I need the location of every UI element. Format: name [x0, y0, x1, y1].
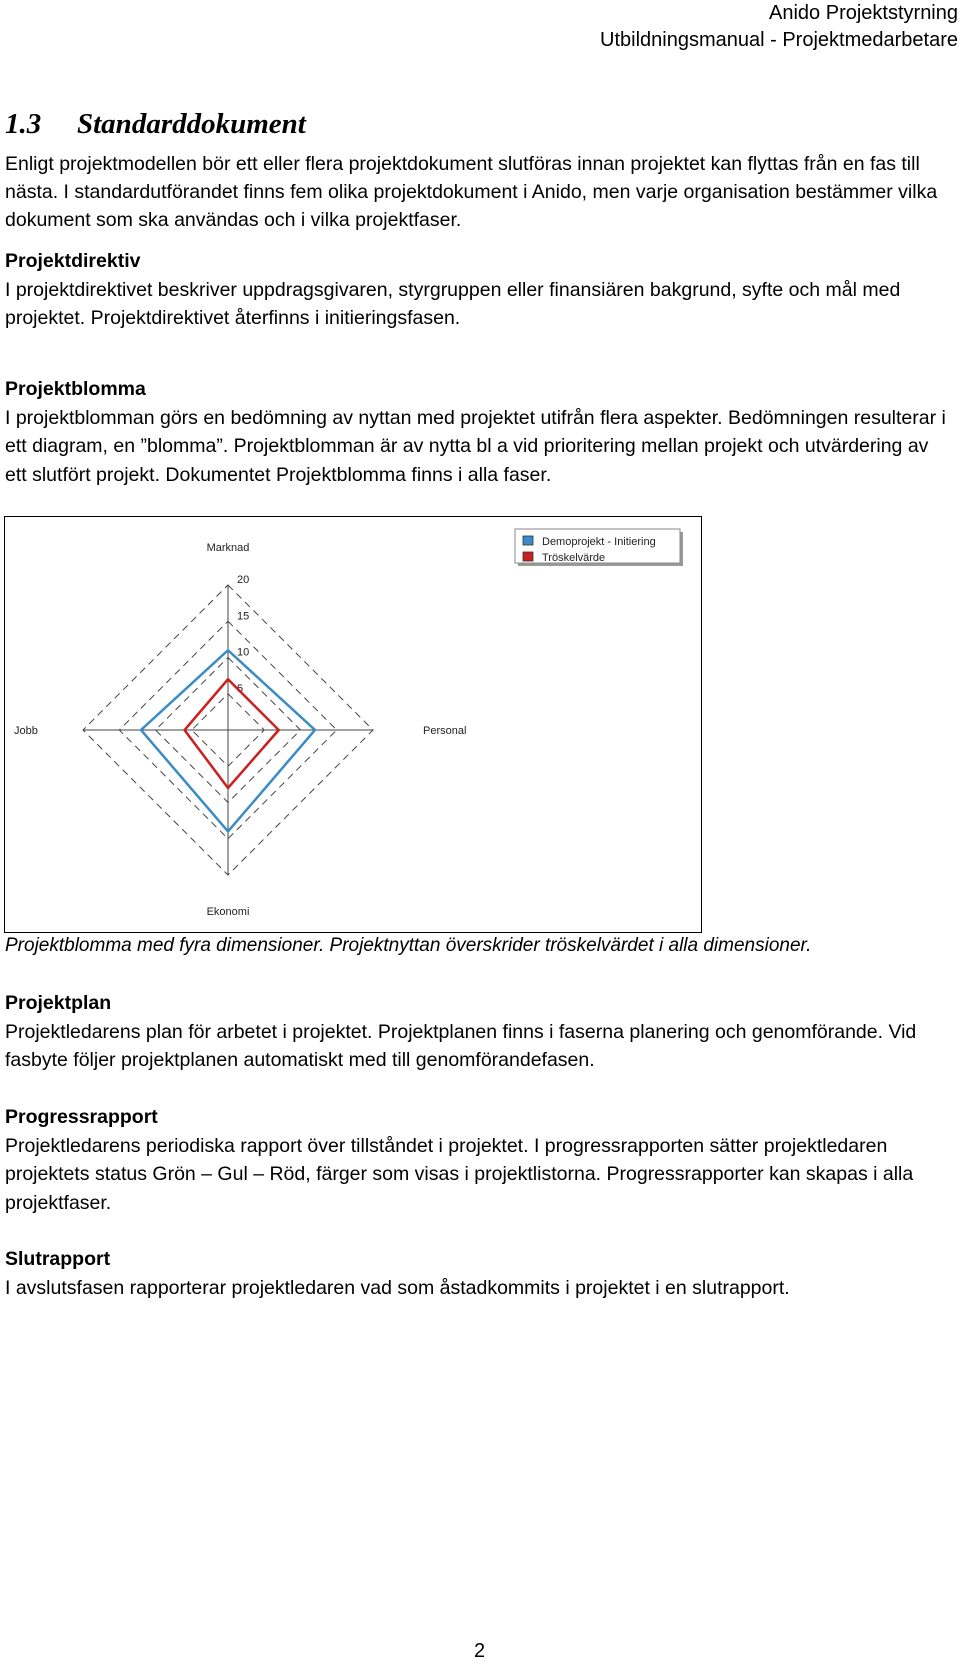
subsection-projektdirektiv — [5, 247, 955, 333]
legend-swatch-0 — [523, 536, 533, 545]
page-number: 2 — [474, 1640, 486, 1662]
tick-label: 10 — [237, 646, 250, 659]
subsection-title: Slutrapport — [5, 1248, 111, 1270]
axis-label-ekonomi: Ekonomi — [206, 906, 250, 918]
subsection-title: Projektblomma — [5, 378, 146, 400]
legend-label-0: Demoprojekt - Initiering — [542, 536, 656, 548]
axis-label-marknad: Marknad — [206, 542, 250, 554]
subsection-text: I avslutsfasen rapporterar projektledaren vad som åstadkommits i projektet i en slutrapport. — [5, 1276, 790, 1299]
subsection-text: I projektblomman görs en bedömning av nyttan med projektet utifrån flera aspekter. Bedömningen resulterar i ett diagram, en ”blomma”. Projektblomman är av nytta bl a vid prioritering mellan projekt och utvärdering av ett slutfört projekt. Dokumentet Projektblomma finns i alla faser. — [5, 406, 946, 486]
legend-swatch-1 — [523, 552, 533, 561]
page-header — [600, 0, 958, 54]
subsection-title: Progressrapport — [5, 1106, 158, 1128]
header-line-1: Anido Projektstyrning — [769, 2, 958, 24]
subsection-slutrapport — [5, 1245, 955, 1302]
subsection-text: I projektdirektivet beskriver uppdragsgivaren, styrgruppen eller finansiären bakgrund, syfte och mål med projektet. Projektdirektivet återfinns i initieringsfasen. — [5, 278, 901, 329]
section-number: 1.3 — [5, 108, 42, 140]
axis-label-personal: Personal — [423, 725, 467, 737]
tick-label: 5 — [237, 682, 244, 695]
radar-chart-figure — [4, 516, 702, 933]
legend-label-1: Tröskelvärde — [542, 552, 606, 564]
subsection-projektblomma — [5, 375, 955, 489]
subsection-progressrapport — [5, 1103, 955, 1217]
tick-label: 20 — [237, 574, 250, 586]
subsection-title: Projektdirektiv — [5, 250, 141, 272]
subsection-projektplan — [5, 989, 955, 1075]
subsection-text: Projektledarens plan för arbetet i projektet. Projektplanen finns i faserna planering och genomförande. Vid fasbyte följer projektplanen automatiskt med till genomförandefasen. — [5, 1020, 917, 1071]
subsection-title: Projektplan — [5, 992, 112, 1014]
axis-label-jobb: Jobb — [14, 725, 38, 737]
section-title: Standarddokument — [77, 108, 306, 140]
section-heading — [5, 108, 306, 141]
series-1-polygon — [185, 679, 279, 788]
radar-chart — [5, 517, 703, 934]
header-line-2: Utbildningsmanual - Projektmedarbetare — [600, 29, 958, 51]
subsection-text: Projektledarens periodiska rapport över tillståndet i projektet. I progressrapporten sätter projektledaren projektets status Grön – Gul – Röd, färger som visas i projektlistorna. Progressrapporter kan skapas i alla projektfaser. — [5, 1134, 914, 1214]
section-intro: Enligt projektmodellen bör ett eller flera projektdokument slutföras innan projektet kan flyttas från en fas till nästa. I standardutförandet finns fem olika projektdokument i Anido, men varje organisation bestämmer vilka dokument som ska användas och i vilka projektfaser. — [5, 153, 938, 231]
figure-caption: Projektblomma med fyra dimensioner. Projektnyttan överskrider tröskelvärdet i alla dimensioner. — [5, 935, 812, 956]
tick-label: 15 — [237, 610, 250, 623]
